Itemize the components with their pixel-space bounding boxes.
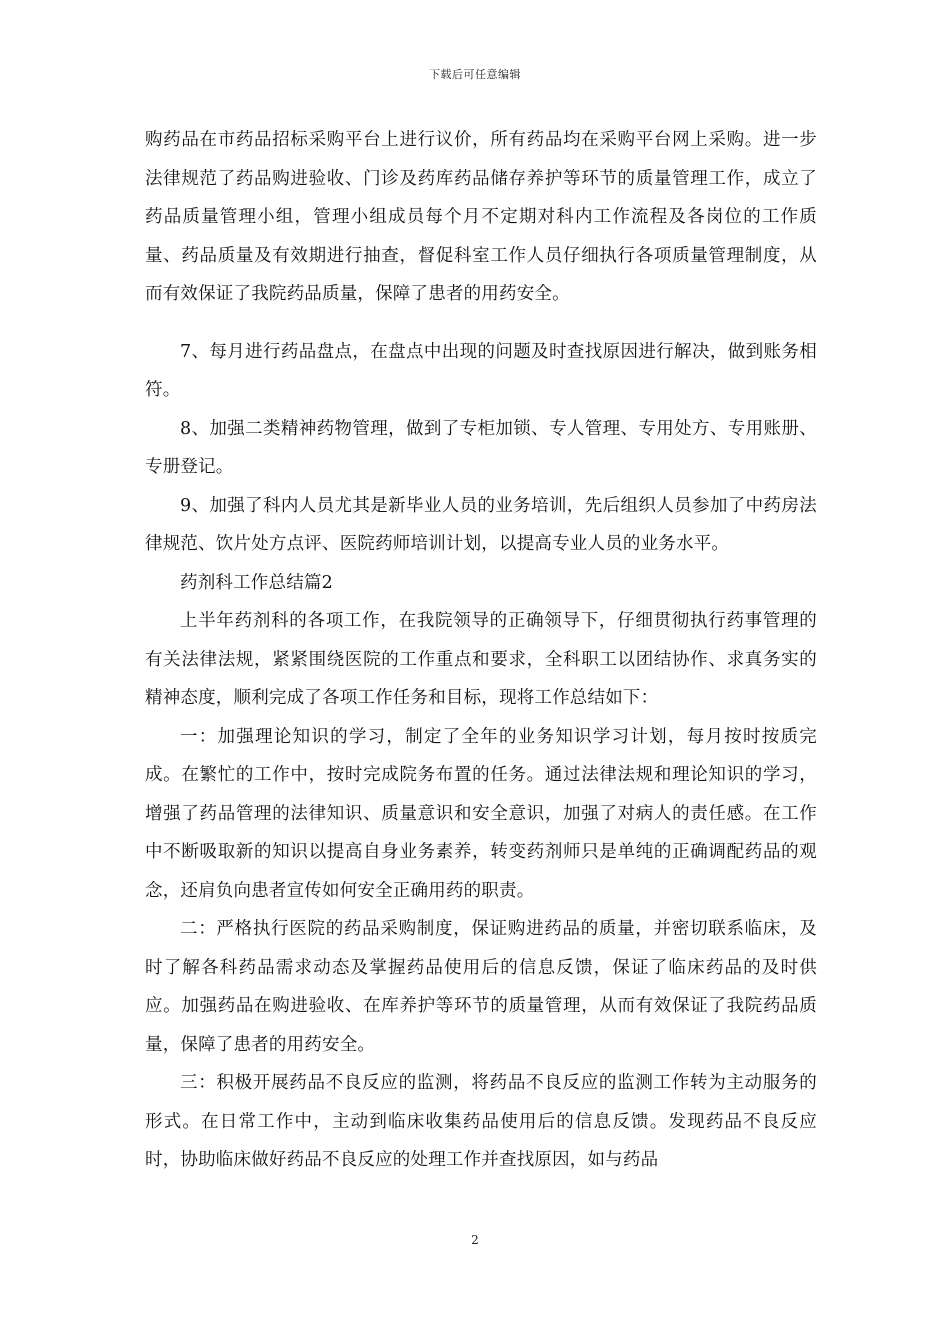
page-number: 2	[471, 1233, 479, 1247]
section-heading: 药剂科工作总结篇2	[180, 572, 333, 593]
paragraph-continuation: 购药品在市药品招标采购平台上进行议价，所有药品均在采购平台网上采购。进一步法律规范了药品购进验收、门诊及药库药品储存养护等环节的质量管理工作，成立了药品质量管理小组，管理小组成员每个月不定期对科内工作流程及各岗位的工作质量、药品质量及有效期进行抽查，督促科室工作人员仔细执行各项质量管理制度，从而有效保证了我院药品质量，保障了患者的用药安全。	[145, 130, 817, 304]
paragraph-intro: 上半年药剂科的各项工作，在我院领导的正确领导下，仔细贯彻执行药事管理的有关法律法规，紧紧围绕医院的工作重点和要求，全科职工以团结协作、求真务实的精神态度，顺利完成了各项工作任务和目标，现将工作总结如下：	[145, 611, 817, 708]
document-body	[145, 121, 817, 1180]
paragraph-point-one: 一：加强理论知识的学习，制定了全年的业务知识学习计划，每月按时按质完成。在繁忙的工作中，按时完成院务布置的任务。通过法律法规和理论知识的学习，增强了药品管理的法律知识、质量意识和安全意识，加强了对病人的责任感。在工作中不断吸取新的知识以提高自身业务素养，转变药剂师只是单纯的正确调配药品的观念，还肩负向患者宣传如何安全正确用药的职责。	[145, 726, 817, 901]
paragraph-item-8: 8、加强二类精神药物管理，做到了专柜加锁、专人管理、专用处方、专用账册、专册登记。	[145, 418, 817, 477]
paragraph-item-7: 7、每月进行药品盘点，在盘点中出现的问题及时查找原因进行解决，做到账务相符。	[145, 341, 817, 400]
page-header-note: 下载后可任意编辑	[429, 68, 521, 81]
paragraph-point-three: 三：积极开展药品不良反应的监测，将药品不良反应的监测工作转为主动服务的形式。在日常工作中，主动到临床收集药品使用后的信息反馈。发现药品不良反应时，协助临床做好药品不良反应的处理工作并查找原因，如与药品	[145, 1073, 817, 1170]
paragraph-point-two: 二：严格执行医院的药品采购制度，保证购进药品的质量，并密切联系临床，及时了解各科药品需求动态及掌握药品使用后的信息反馈，保证了临床药品的及时供应。加强药品在购进验收、在库养护等环节的质量管理，从而有效保证了我院药品质量，保障了患者的用药安全。	[145, 919, 817, 1055]
paragraph-item-9: 9、加强了科内人员尤其是新毕业人员的业务培训，先后组织人员参加了中药房法律规范、饮片处方点评、医院药师培训计划，以提高专业人员的业务水平。	[145, 495, 817, 554]
